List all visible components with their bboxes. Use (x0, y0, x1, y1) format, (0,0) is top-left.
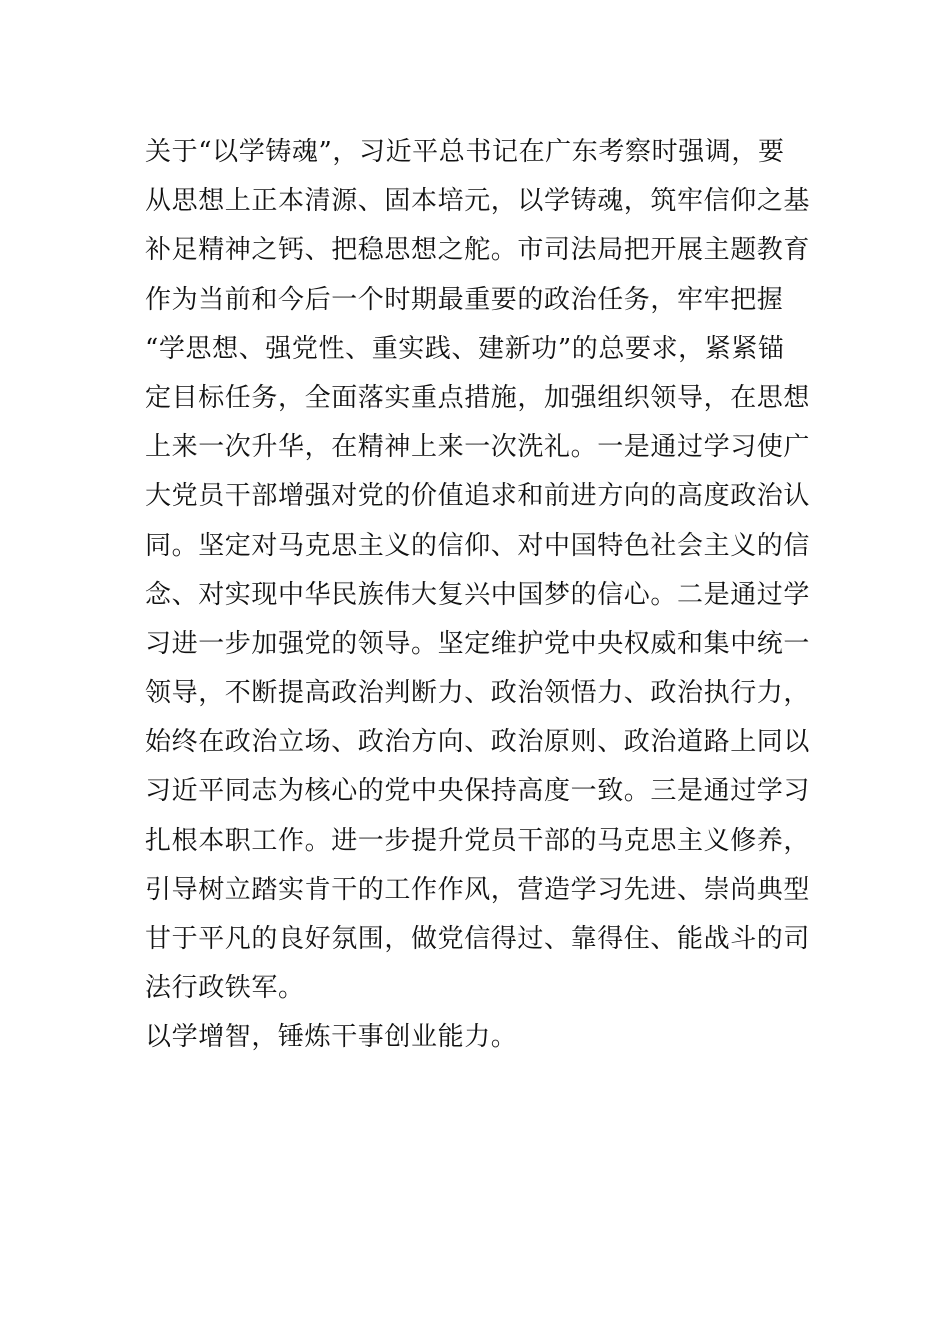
paragraph-1-line: 关于“以学铸魂”，习近平总书记在广东考察时强调，要 (145, 137, 785, 167)
paragraph-1-line: 扎根本职工作。进一步提升党员干部的马克思主义修养， (145, 825, 811, 856)
paragraph-1-line: 法行政铁军。 (145, 973, 305, 1004)
paragraph-1-line: 同。坚定对马克思主义的信仰、对中国特色社会主义的信 (145, 530, 811, 561)
document-body (145, 128, 825, 1063)
paragraph-1-line: 念、对实现中华民族伟大复兴中国梦的信心。二是通过学 (145, 579, 811, 610)
paragraph-1-line: 领导，不断提高政治判断力、政治领悟力、政治执行力， (145, 678, 811, 709)
paragraph-1-line: 定目标任务，全面落实重点措施，加强组织领导，在思想 (145, 382, 811, 413)
paragraph-1-line: 大党员干部增强对党的价值追求和前进方向的高度政治认 (145, 481, 811, 512)
paragraph-1-line: 习近平同志为核心的党中央保持高度一致。三是通过学习 (145, 776, 811, 807)
paragraph-1-line: 作为当前和今后一个时期最重要的政治任务，牢牢把握 (145, 284, 784, 315)
paragraph-1-line: 引导树立踏实肯干的工作作风，营造学习先进、崇尚典型 (145, 874, 811, 905)
paragraph-1-line: 补足精神之钙、把稳思想之舵。市司法局把开展主题教育 (145, 235, 811, 266)
paragraph-1-line: 习进一步加强党的领导。坚定维护党中央权威和集中统一 (145, 628, 811, 659)
paragraph-1-line: 始终在政治立场、政治方向、政治原则、政治道路上同以 (145, 727, 811, 758)
paragraph-1-line: 上来一次升华，在精神上来一次洗礼。一是通过学习使广 (145, 432, 811, 463)
paragraph-1-line: 从思想上正本清源、固本培元，以学铸魂，筑牢信仰之基 (145, 186, 811, 217)
paragraph-1-line: 甘于平凡的良好氛围，做党信得过、靠得住、能战斗的司 (145, 924, 811, 954)
paragraph-1-line: “学思想、强党性、重实践、建新功”的总要求，紧紧锚 (145, 333, 785, 364)
paragraph-2-heading: 以学增智，锤炼干事创业能力。 (145, 1022, 518, 1053)
